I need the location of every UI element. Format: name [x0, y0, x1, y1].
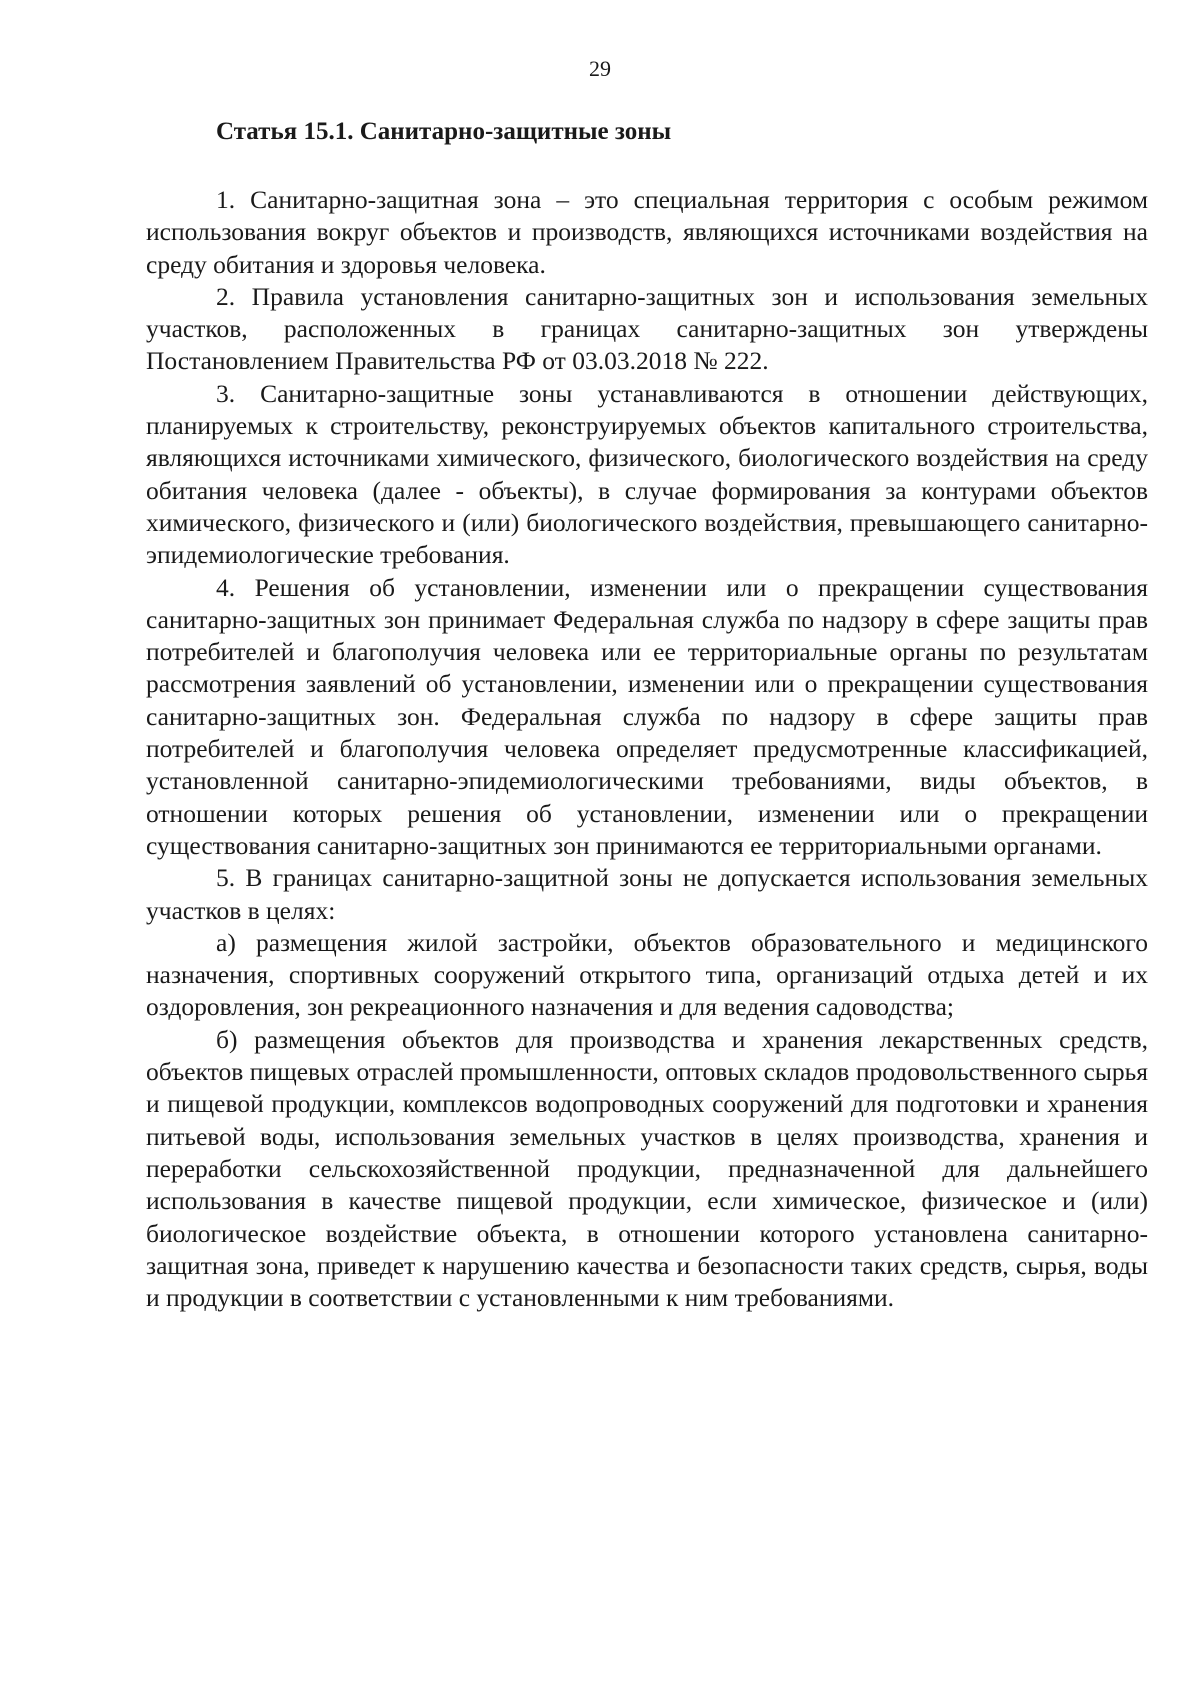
page-number: 29: [589, 56, 611, 81]
paragraph-4: 4. Решения об установлении, изменении или о прекращении существования санитарно-защитных зон принимает Федеральная служба по надзору в сфере защиты прав потребителей и благополучия человека или ее территориальные органы по результатам рассмотрения заявлений об установлении, изменении или о прекращении существования санитарно-защитных зон. Федеральная служба по надзору в сфере защиты прав потребителей и благополучия человека определяет предусмотренные классификацией, установленной санитарно-эпидемиологическими требованиями, виды объектов, в отношении которых решения об установлении, изменении или о прекращении существования санитарно-защитных зон принимаются ее территориальными органами.: [146, 572, 1148, 860]
article-title: Статья 15.1. Санитарно-защитные зоны: [216, 118, 672, 145]
article: [146, 116, 1148, 1314]
paragraph-1: 1. Санитарно-защитная зона – это специальная территория с особым режимом использования вокруг объектов и производств, являющихся источниками воздействия на среду обитания и здоровья человека.: [146, 185, 1148, 279]
paragraph-2: 2. Правила установления санитарно-защитных зон и использования земельных участков, расположенных в границах санитарно-защитных зон утверждены Постановлением Правительства РФ от 03.03.2018 № 222.: [146, 281, 1148, 376]
article-body: [146, 184, 1148, 1314]
paragraph-5b: б) размещения объектов для производства и хранения лекарственных средств, объектов пищевых отраслей промышленности, оптовых складов продовольственного сырья и пищевой продукции, комплексов водопроводных сооружений для подготовки и хранения питьевой воды, использования земельных участков в целях производства, хранения и переработки сельскохозяйственной продукции, предназначенной для дальнейшего использования в качестве пищевой продукции, если химическое, физическое и (или) биологическое воздействие объекта, в отношении которого установлена санитарно-защитная зона, приведет к нарушению качества и безопасности таких средств, сырья, воды и продукции в соответствии с установленными к ним требованиями.: [146, 1024, 1148, 1313]
paragraph-5a: а) размещения жилой застройки, объектов образовательного и медицинского назначения, спортивных сооружений открытого типа, организаций отдыха детей и их оздоровления, зон рекреационного назначения и для ведения садоводства;: [146, 927, 1148, 1022]
paragraph-5: 5. В границах санитарно-защитной зоны не допускается использования земельных участков в целях:: [146, 863, 1148, 925]
paragraph-3: 3. Санитарно-защитные зоны устанавливаются в отношении действующих, планируемых к строительству, реконструируемых объектов капитального строительства, являющихся источниками химического, физического, биологического воздействия на среду обитания человека (далее - объекты), в случае формирования за контурами объектов химического, физического и (или) биологического воздействия, превышающего санитарно-эпидемиологические требования.: [146, 378, 1148, 570]
